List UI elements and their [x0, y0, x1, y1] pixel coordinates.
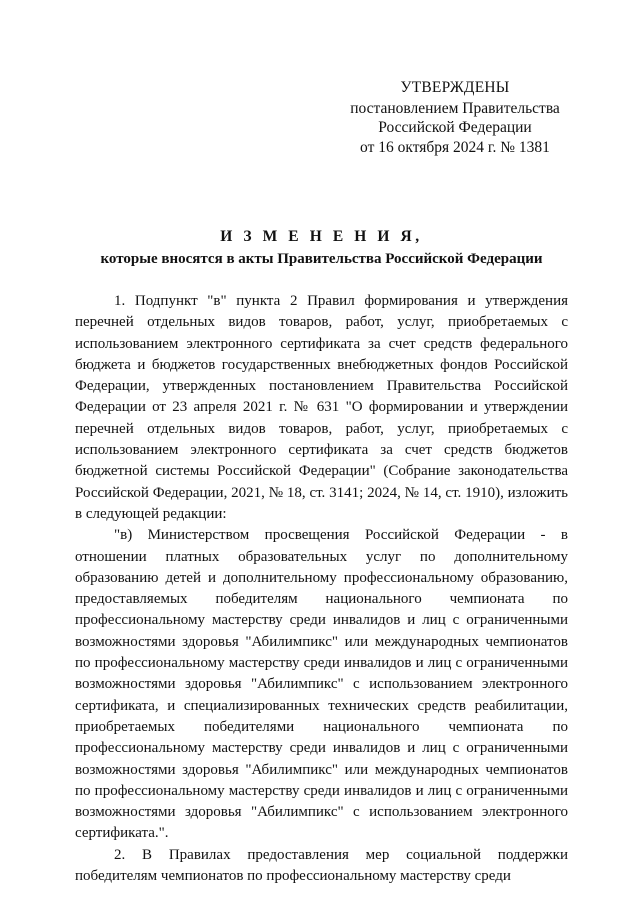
approval-line-1: постановлением Правительства: [350, 99, 560, 117]
paragraph-1: 1. Подпункт "в" пункта 2 Правил формирования и утверждения перечней отдельных видов товаров, работ, услуг, приобретаемых с использованием электронного сертификата за счет средств федерального бюджета и бюджетов государственных внебюджетных фондов Российской Федерации, утвержденных постановлением Правительства Российской Федерации от 23 апреля 2021 г. № 631 "О формировании и утверждении перечней отдельных видов товаров, работ, услуг, приобретаемых с использованием электронного сертификата за счет средств бюджетов бюджетной системы Российской Федерации" (Собрание законодательства Российской Федерации, 2021, № 18, ст. 3141; 2024, № 14, ст. 1910), изложить в следующей редакции:: [75, 293, 568, 522]
document-title: И З М Е Н Е Н И Я,: [220, 228, 423, 245]
document-body: [75, 291, 568, 887]
approval-line-3: от 16 октября 2024 г. № 1381: [360, 138, 550, 156]
approval-heading: УТВЕРЖДЕНЫ: [400, 79, 510, 96]
paragraph-2: "в) Министерством просвещения Российской Федерации - в отношении платных образовательных услуг по дополнительному образованию детей и дополнительному профессиональному образованию, предоставляемых победителям национального чемпионата по профессиональному мастерству среди инвалидов и лиц с ограниченными возможностями здоровья "Абилимпикс" или международных чемпионатов по профессиональному мастерству среди инвалидов и лиц с ограниченными возможностями здоровья "Абилимпикс" с использованием электронного сертификата, и специализированных технических средств реабилитации, приобретаемых победителями национального чемпионата по профессиональному мастерству среди инвалидов и лиц с ограниченными возможностями здоровья "Абилимпикс" или международных чемпионатов по профессиональному мастерству среди инвалидов и лиц с ограниченными возможностями здоровья "Абилимпикс" с использованием электронного сертификата.".: [75, 527, 568, 842]
approval-block: [330, 78, 580, 157]
approval-line-2: Российской Федерации: [378, 119, 532, 137]
paragraph-3: 2. В Правилах предоставления мер социальной поддержки победителям чемпионатов по профессиональному мастерству среди: [75, 846, 568, 885]
document-subtitle: которые вносятся в акты Правительства Российской Федерации: [100, 251, 543, 267]
